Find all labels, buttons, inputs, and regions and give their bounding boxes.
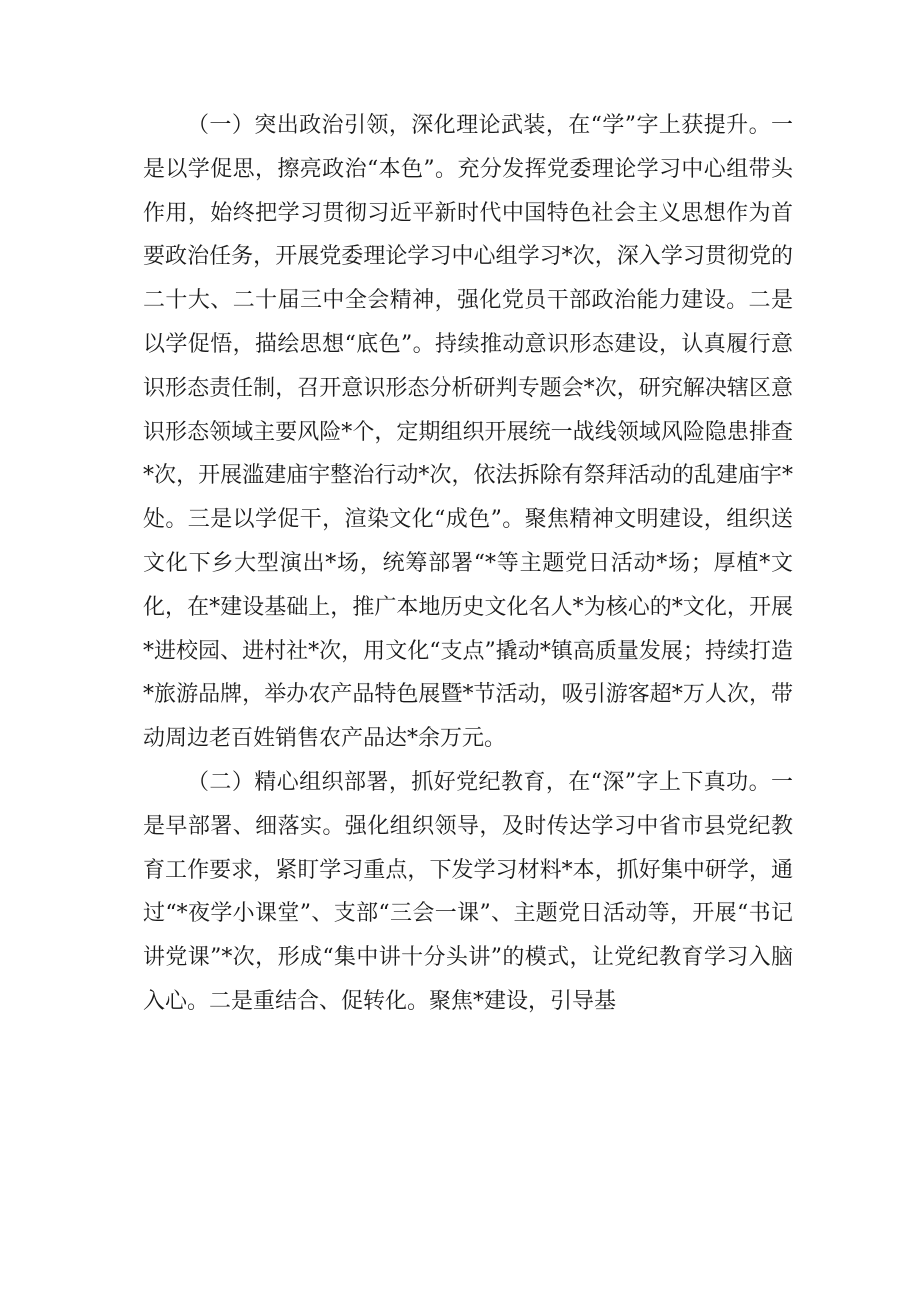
paragraph-political-guidance: （一）突出政治引领，深化理论武装，在“学”字上获提升。一是以学促思，擦亮政治“本色”。充分发挥党委理论学习中心组带头作用，始终把学习贯彻习近平新时代中国特色社会主义思想作为首要政治任务，开展党委理论学习中心组学习*次，深入学习贯彻党的二十大、二十届三中全会精神，强化党员干部政治能力建设。二是以学促悟，描绘思想“底色”。持续推动意识形态建设，认真履行意识形态责任制，召开意识形态分析研判专题会*次，研究解决辖区意识形态领域主要风险*个，定期组织开展统一战线领域风险隐患排查*次，开展滥建庙宇整治行动*次，依法拆除有祭拜活动的乱建庙宇*处。三是以学促干，渲染文化“成色”。聚焦精神文明建设，组织送文化下乡大型演出*场，统筹部署“*等主题党日活动*场；厚植*文化，在*建设基础上，推广本地历史文化名人*为核心的*文化，开展*进校园、进村社*次，用文化“支点”撬动*镇高质量发展；持续打造*旅游品牌，举办农产品特色展暨*节活动，吸引游客超*万人次，带动周边老百姓销售农产品达*余万元。 <box>143 113 793 752</box>
paragraph-party-discipline-education: （二）精心组织部署，抓好党纪教育，在“深”字上下真功。一是早部署、细落实。强化组织领导，及时传达学习中省市县党纪教育工作要求，紧盯学习重点，下发学习材料*本，抓好集中研学，通过“*夜学小课堂”、支部“三会一课”、主题党日活动等，开展“书记讲党课”*次，形成“集中讲十分头讲”的模式，让党纪教育学习入脑入心。二是重结合、促转化。聚焦*建设，引导基 <box>143 769 793 1014</box>
document-body <box>143 104 793 1024</box>
